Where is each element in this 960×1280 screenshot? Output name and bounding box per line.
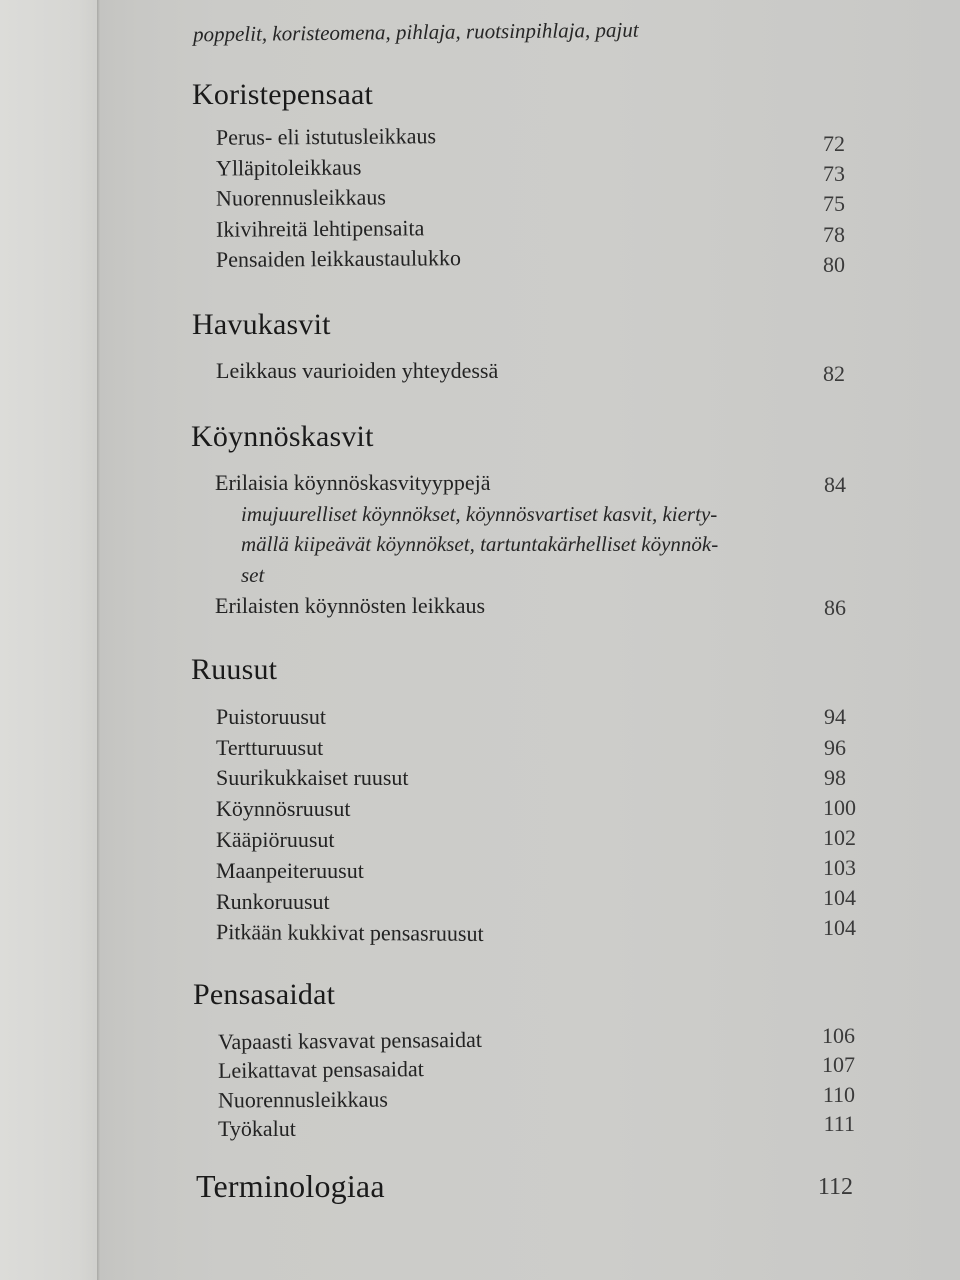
toc-page-number: 73 (823, 161, 845, 186)
toc-entry: Suurikukkaiset ruusut (216, 765, 409, 790)
toc-page-number: 110 (822, 1082, 855, 1107)
toc-entry: Kääpiöruusut (216, 827, 335, 852)
toc-entry-subtopics: mällä kiipeävät köynnökset, tartuntakärhelliset köynnök- (241, 532, 719, 556)
toc-page-number: 82 (823, 361, 845, 386)
toc-page-number: 106 (822, 1023, 855, 1048)
toc-page-number: 112 (817, 1174, 853, 1200)
toc-page-number: 72 (823, 131, 845, 156)
toc-page-number: 80 (823, 252, 845, 277)
toc-page-number: 102 (823, 825, 856, 850)
toc-page-number: 103 (823, 855, 856, 880)
toc-entry: Pensaiden leikkaustaulukko (215, 245, 462, 272)
toc-entry: Leikattavat pensasaidat (217, 1056, 424, 1083)
section-heading-koynnoskasvit: Köynnöskasvit (191, 420, 374, 453)
toc-entry: Nuorennusleikkaus (217, 1086, 388, 1113)
toc-page-number: 94 (824, 704, 846, 729)
toc-page-number: 100 (823, 795, 856, 820)
toc-page-number: 104 (823, 915, 856, 940)
toc-intro-subentries: poppelit, koristeomena, pihlaja, ruotsinpihlaja, pajut (192, 17, 639, 47)
toc-entry: Pitkään kukkivat pensasruusut (215, 919, 484, 946)
section-heading-havukasvit: Havukasvit (192, 308, 331, 341)
toc-page-number: 111 (823, 1111, 855, 1136)
toc-entry-subtopics: set (241, 563, 265, 587)
toc-entry: Köynnösruusut (216, 796, 351, 821)
toc-entry: Ylläpitoleikkaus (215, 154, 362, 181)
toc-entry: Erilaisten köynnösten leikkaus (215, 593, 486, 618)
toc-entry-subtopics: imujuurelliset köynnökset, köynnösvartiset kasvit, kierty- (241, 502, 718, 526)
toc-entry: Perus- eli istutusleikkaus (215, 123, 437, 150)
toc-entry: Leikkaus vaurioiden yhteydessä (216, 358, 499, 383)
toc-page-number: 104 (823, 885, 856, 910)
section-heading-pensasaidat: Pensasaidat (193, 978, 336, 1011)
toc-entry: Työkalut (218, 1116, 296, 1141)
left-page-edge (0, 0, 98, 1280)
toc-entry: Maanpeiteruusut (216, 858, 364, 883)
toc-page-number: 75 (823, 191, 845, 216)
toc-page-number: 96 (824, 735, 846, 760)
toc-entry: Nuorennusleikkaus (215, 184, 386, 211)
toc-page-number: 98 (824, 765, 846, 790)
section-heading-ruusut: Ruusut (191, 653, 278, 686)
toc-page-number: 84 (824, 472, 846, 497)
section-heading-koristepensaat: Koristepensaat (192, 78, 374, 111)
toc-page-number: 78 (823, 222, 845, 247)
toc-entry: Ikivihreitä lehtipensaita (215, 215, 425, 242)
toc-entry: Vapaasti kasvavat pensasaidat (217, 1026, 483, 1055)
section-heading-terminologiaa: Terminologiaa (196, 1168, 385, 1204)
toc-entry: Puistoruusut (216, 704, 327, 729)
toc-entry: Tertturuusut (216, 735, 324, 760)
toc-page-number: 86 (824, 595, 846, 620)
toc-entry: Runkoruusut (216, 889, 330, 914)
toc-page-number: 107 (822, 1052, 855, 1077)
toc-entry: Erilaisia köynnöskasvityyppejä (215, 470, 491, 495)
